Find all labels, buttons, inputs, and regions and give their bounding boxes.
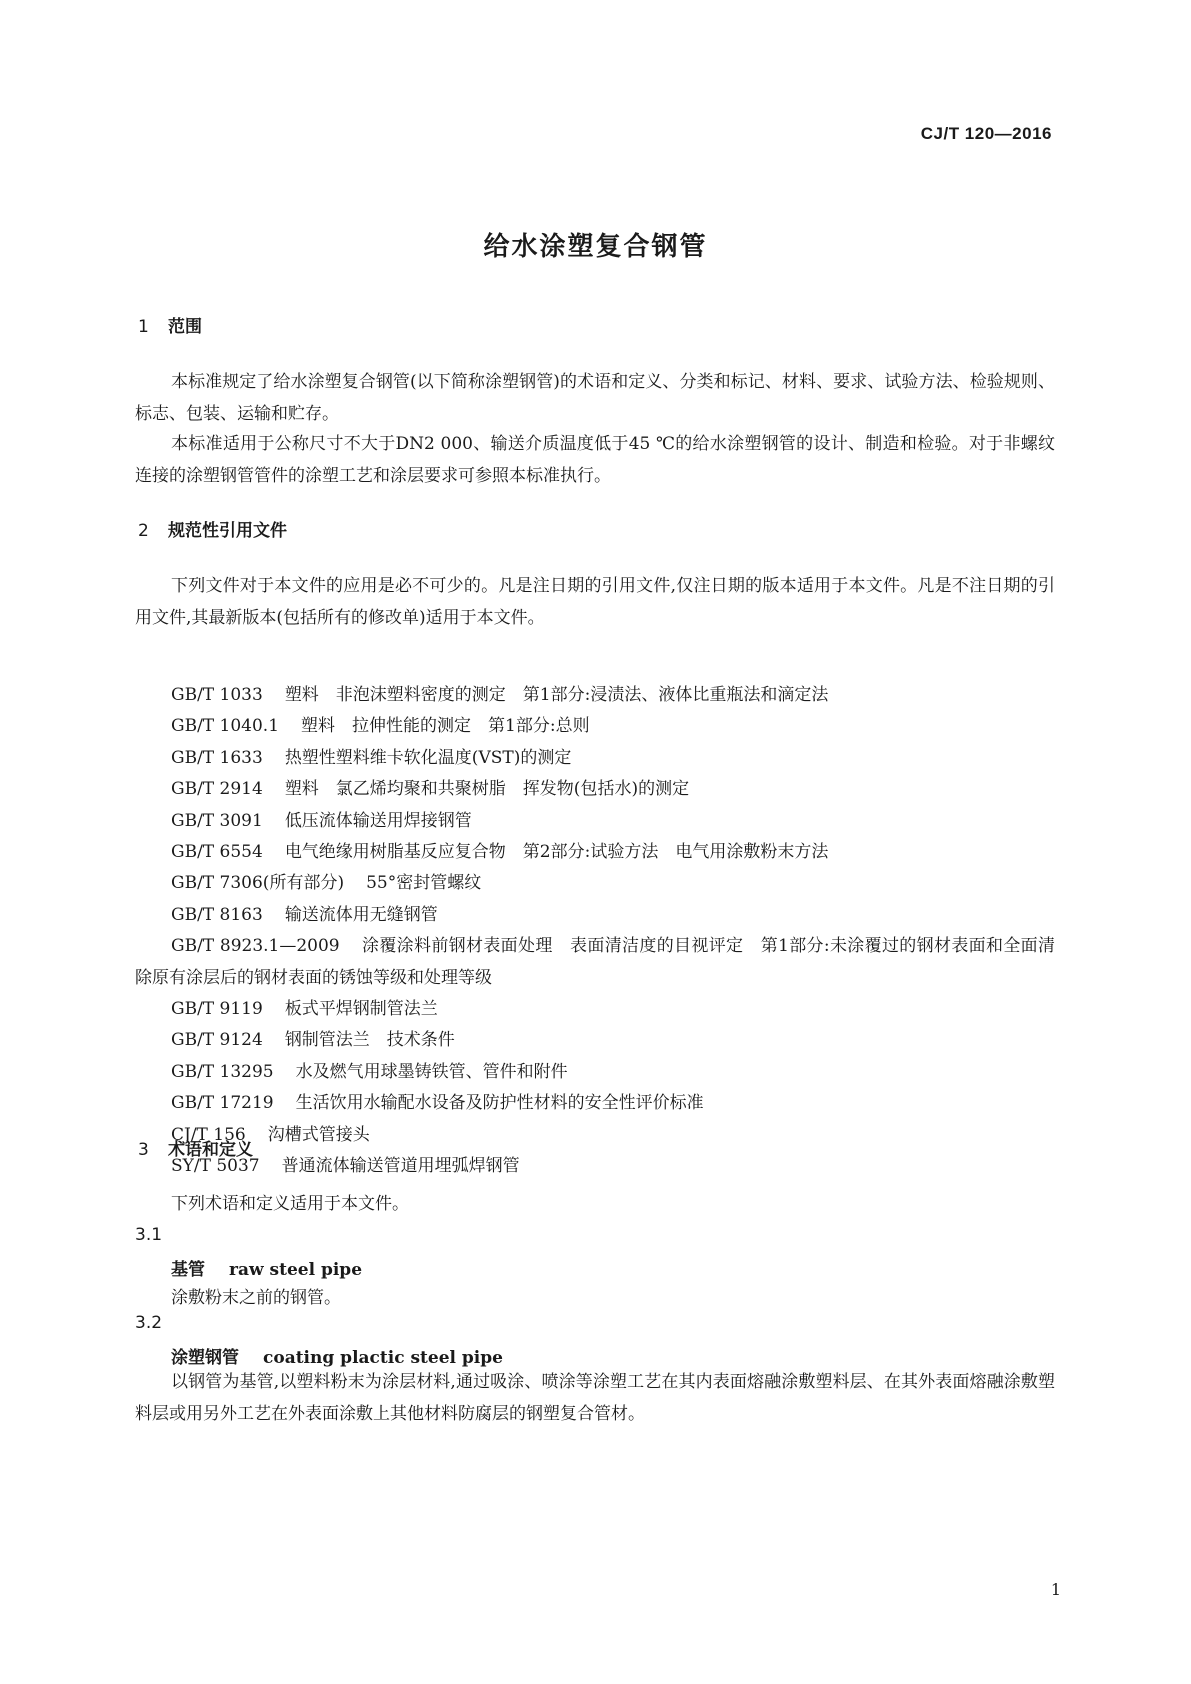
section-title: 范围 xyxy=(168,317,202,337)
reference-code: GB/T 8923.1—2009 xyxy=(171,936,340,957)
term-number: 3.2 xyxy=(135,1313,163,1333)
section-number: 3 xyxy=(138,1140,149,1160)
reference-title: 沟槽式管接头 xyxy=(267,1124,370,1145)
reference-code: GB/T 17219 xyxy=(171,1093,274,1114)
section-title: 术语和定义 xyxy=(168,1140,253,1160)
reference-item xyxy=(135,774,1055,805)
section-number: 2 xyxy=(138,521,149,541)
term-definition: 以钢管为基管,以塑料粉末为涂层材料,通过吸涂、喷涂等涂塑工艺在其内表面熔融涂敷塑料层、在其外表面熔融涂敷塑料层或用另外工艺在外表面涂敷上其他材料防腐层的钢塑复合管材。 xyxy=(135,1372,1055,1424)
term-en: coating plactic steel pipe xyxy=(263,1348,503,1368)
reference-title: 水及燃气用球墨铸铁管、管件和附件 xyxy=(295,1061,568,1082)
section-3-heading xyxy=(138,1135,253,1160)
section-number: 1 xyxy=(138,317,149,337)
term-definition: 涂敷粉末之前的钢管。 xyxy=(171,1288,341,1308)
term-zh: 涂塑钢管 xyxy=(171,1348,239,1368)
reference-code: CJ/T 156 xyxy=(171,1124,246,1145)
reference-code: GB/T 1040.1 xyxy=(171,716,280,737)
reference-code: GB/T 9124 xyxy=(171,1030,263,1051)
reference-code: GB/T 7306(所有部分) xyxy=(171,873,345,894)
reference-item xyxy=(135,837,1055,868)
reference-item xyxy=(135,1151,1055,1182)
reference-item xyxy=(135,1057,1055,1088)
reference-list xyxy=(135,680,1055,1183)
reference-item xyxy=(135,680,1055,711)
reference-item xyxy=(135,931,1055,994)
reference-title: 低压流体输送用焊接钢管 xyxy=(284,810,472,831)
scope-paragraph-1: 本标准规定了给水涂塑复合钢管(以下简称涂塑钢管)的术语和定义、分类和标记、材料、要求、试验方法、检验规则、标志、包装、运输和贮存。 xyxy=(135,372,1055,424)
reference-title: 塑料 氯乙烯均聚和共聚树脂 挥发物(包括水)的测定 xyxy=(284,779,690,800)
references-intro: 下列文件对于本文件的应用是必不可少的。凡是注日期的引用文件,仅注日期的版本适用于本文件。凡是不注日期的引用文件,其最新版本(包括所有的修改单)适用于本文件。 xyxy=(135,576,1055,628)
term-number: 3.1 xyxy=(135,1225,163,1245)
reference-title: 输送流体用无缝钢管 xyxy=(284,904,438,925)
reference-code: GB/T 13295 xyxy=(171,1061,274,1082)
reference-item xyxy=(135,868,1055,899)
reference-item xyxy=(135,743,1055,774)
reference-title: 涂覆涂料前钢材表面处理 表面清洁度的目视评定 第1部分:未涂覆过的钢材表面和全面清除原有涂层后的钢材表面的锈蚀等级和处理等级 xyxy=(135,936,1056,988)
reference-title: 钢制管法兰 技术条件 xyxy=(284,1030,455,1051)
reference-code: GB/T 3091 xyxy=(171,810,263,831)
reference-title: 生活饮用水输配水设备及防护性材料的安全性评价标准 xyxy=(295,1093,704,1114)
section-1-heading xyxy=(138,312,202,337)
terms-intro: 下列术语和定义适用于本文件。 xyxy=(171,1194,409,1214)
reference-item xyxy=(135,900,1055,931)
reference-title: 普通流体输送管道用埋弧焊钢管 xyxy=(281,1156,520,1177)
reference-title: 热塑性塑料维卡软化温度(VST)的测定 xyxy=(284,747,572,768)
reference-code: GB/T 1633 xyxy=(171,747,263,768)
term-en: raw steel pipe xyxy=(229,1260,363,1280)
standard-number: CJ/T 120—2016 xyxy=(920,124,1052,143)
reference-title: 电气绝缘用树脂基反应复合物 第2部分:试验方法 电气用涂敷粉末方法 xyxy=(284,842,829,863)
reference-code: GB/T 9119 xyxy=(171,999,263,1020)
reference-item xyxy=(135,1088,1055,1119)
reference-code: GB/T 6554 xyxy=(171,842,263,863)
reference-title: 板式平焊钢制管法兰 xyxy=(284,999,438,1020)
reference-title: 塑料 非泡沫塑料密度的测定 第1部分:浸渍法、液体比重瓶法和滴定法 xyxy=(284,685,829,705)
term-heading xyxy=(171,1255,362,1280)
reference-code: SY/T 5037 xyxy=(171,1156,260,1177)
reference-item xyxy=(135,1025,1055,1056)
reference-code: GB/T 1033 xyxy=(171,685,263,705)
reference-item xyxy=(135,1120,1055,1151)
term-zh: 基管 xyxy=(171,1260,205,1280)
reference-title: 55°密封管螺纹 xyxy=(366,873,482,894)
reference-title: 塑料 拉伸性能的测定 第1部分:总则 xyxy=(301,716,590,737)
reference-item xyxy=(135,994,1055,1025)
section-title: 规范性引用文件 xyxy=(168,521,287,541)
reference-item xyxy=(135,806,1055,837)
document-title: 给水涂塑复合钢管 xyxy=(483,232,708,262)
page-number: 1 xyxy=(1050,1580,1061,1599)
term-heading xyxy=(171,1343,503,1368)
reference-item xyxy=(135,711,1055,742)
scope-paragraph-2: 本标准适用于公称尺寸不大于DN2 000、输送介质温度低于45 ℃的给水涂塑钢管的设计、制造和检验。对于非螺纹连接的涂塑钢管管件的涂塑工艺和涂层要求可参照本标准执行。 xyxy=(135,434,1055,486)
reference-code: GB/T 2914 xyxy=(171,779,263,800)
reference-code: GB/T 8163 xyxy=(171,904,263,925)
section-2-heading xyxy=(138,516,287,541)
